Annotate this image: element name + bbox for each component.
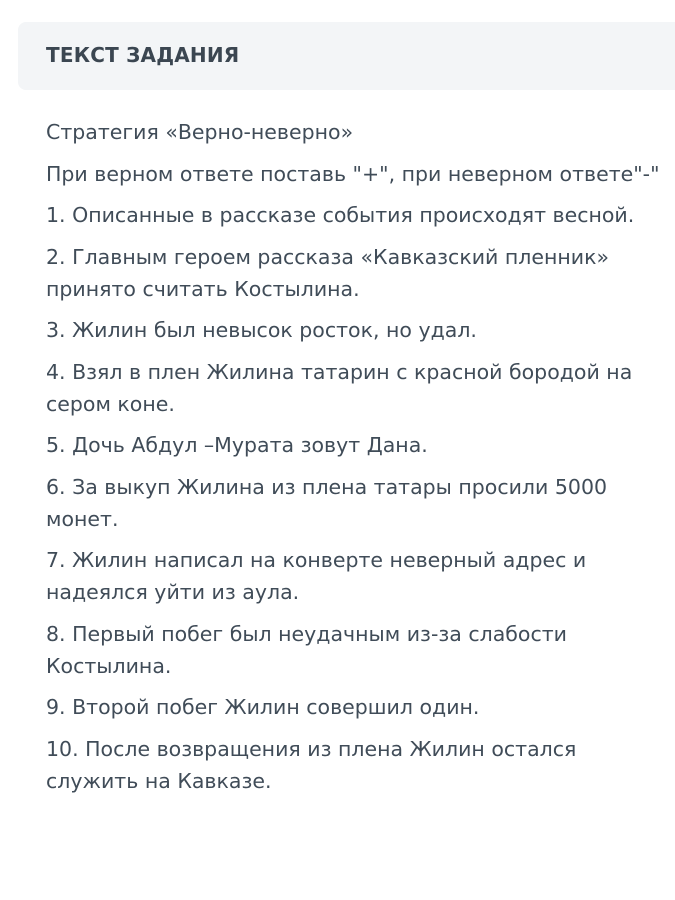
task-header-title: ТЕКСТ ЗАДАНИЯ <box>46 43 240 67</box>
task-item-10: 10. После возвращения из плена Жилин остался служить на Кавказе. <box>46 736 577 793</box>
task-item-2: 2. Главным героем рассказа «Кавказский пленник» принято считать Костылина. <box>46 244 610 301</box>
task-header <box>18 22 675 90</box>
task-item-3: 3. Жилин был невысок росток, но удал. <box>46 318 477 342</box>
task-item-5: 5. Дочь Абдул –Мурата зовут Дана. <box>46 433 428 457</box>
task-item-6: 6. За выкуп Жилина из плена татары просили 5000 монет. <box>46 474 608 531</box>
task-instruction: При верном ответе поставь "+", при неверном ответе"-" <box>46 161 660 186</box>
task-item-4: 4. Взял в плен Жилина татарин с красной бородой на сером коне. <box>46 359 633 416</box>
task-item-8: 8. Первый побег был неудачным из-за слабости Костылина. <box>46 621 567 678</box>
task-item-1: 1. Описанные в рассказе события происходят весной. <box>46 203 635 227</box>
task-item-7: 7. Жилин написал на конверте неверный адрес и надеялся уйти из аула. <box>46 548 587 604</box>
task-body <box>46 116 661 806</box>
task-item-9: 9. Второй побег Жилин совершил один. <box>46 695 480 719</box>
task-strategy: Стратегия «Верно-неверно» <box>46 120 354 144</box>
